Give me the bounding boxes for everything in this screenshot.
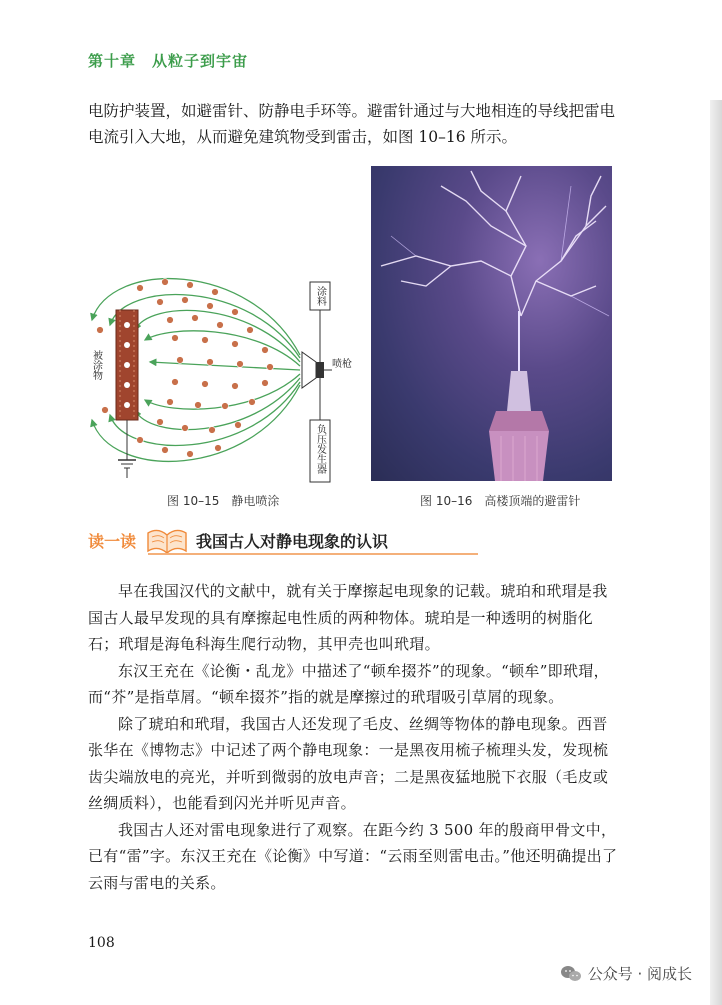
label-generator: 负压发生器 xyxy=(314,424,326,474)
watermark xyxy=(560,963,692,984)
reading-underline xyxy=(148,553,478,555)
reading-paragraph-2: 东汉王充在《论衡・乱龙》中描述了“顿牟掇芥”的现象。“顿牟”即玳瑁，而“芥”是指草屑。“顿牟掇芥”指的就是摩擦过的玳瑁吸引草屑的现象。 xyxy=(88,661,609,706)
intro-paragraph: 电防护装置，如避雷针、防静电手环等。避雷针通过与大地相连的导线把雷电电流引入大地，从而避免建筑物受到雷击，如图 10–16 所示。 xyxy=(88,102,616,146)
reading-header xyxy=(88,525,408,559)
label-gun: 喷枪 xyxy=(332,359,352,370)
generator-box xyxy=(310,420,330,482)
lightning-illustration xyxy=(371,166,612,481)
watermark-text: 公众号 · 阅成长 xyxy=(587,965,692,983)
reading-paragraph-4: 我国古人还对雷电现象进行了观察。在距今约 3 500 年的殷商甲骨文中，已有“雷”字。东汉王充在《论衡》中写道：“云雨至则雷电击。”他还明确提出了云雨与雷电的关系。 xyxy=(88,820,618,892)
reading-paragraph-3: 除了琥珀和玳瑁，我国古人还发现了毛皮、丝绸等物体的静电现象。西晋张华在《博物志》中记述了两个静电现象：一是黑夜用梳子梳理头发，发现梳齿尖端放电的亮光，并听到微弱的放电声音；二是黑夜猛地脱下衣服（毛皮或丝绸质料），也能看到闪光并听见声音。 xyxy=(88,714,609,812)
page-edge-bar xyxy=(710,100,722,1005)
figure15-caption: 图 10–15 静电喷涂 xyxy=(167,494,280,508)
reading-paragraph-1: 早在我国汉代的文献中，就有关于摩擦起电现象的记载。琥珀和玳瑁是我国古人最早发现的具有摩擦起电性质的两种物体。琥珀是一种透明的树脂化石；玳瑁是海龟科海生爬行动物，其甲壳也叫玳瑁。 xyxy=(88,582,608,653)
target-object xyxy=(116,310,138,468)
tower xyxy=(489,311,549,481)
page-number: 108 xyxy=(88,935,115,951)
paint-box xyxy=(310,282,330,310)
wechat-icon xyxy=(560,965,582,983)
spray-gun xyxy=(302,310,332,420)
label-object: 被涂物 xyxy=(90,350,102,380)
label-paint: 涂料 xyxy=(314,286,326,306)
lightning-photo xyxy=(371,166,612,481)
reading-body xyxy=(88,578,618,896)
reading-label: 读一读 xyxy=(88,532,137,551)
electrostatic-spray-diagram xyxy=(80,270,370,490)
figure16-caption: 图 10–16 高楼顶端的避雷针 xyxy=(420,494,581,508)
chapter-title: 第十章 从粒子到宇宙 xyxy=(88,52,249,70)
reading-title: 我国古人对静电现象的认识 xyxy=(196,532,389,551)
